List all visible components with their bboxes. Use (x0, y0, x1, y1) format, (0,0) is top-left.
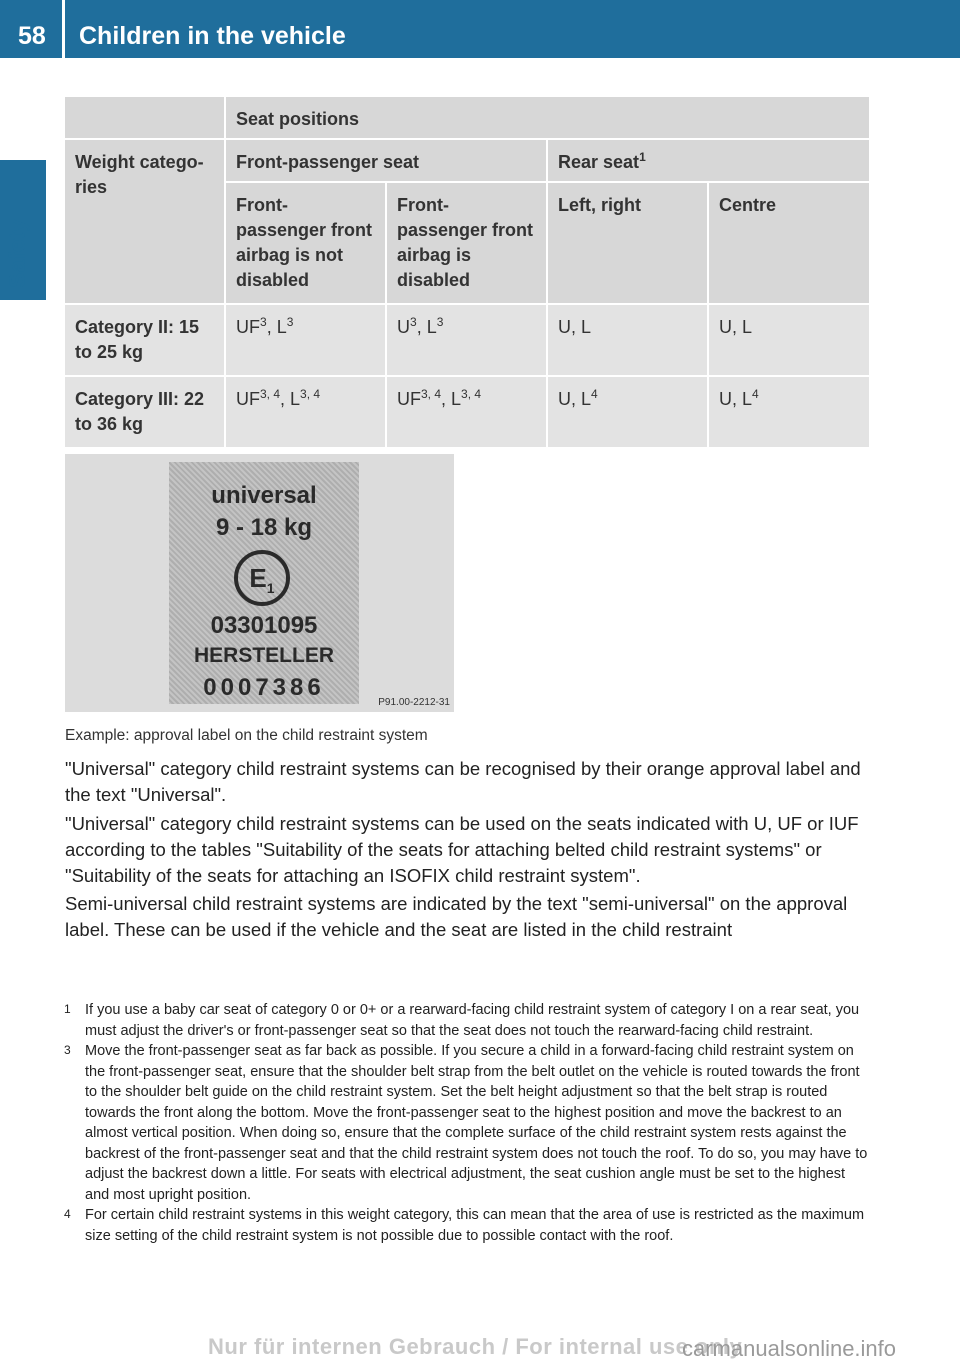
paragraph: "Universal" category child restraint systems can be recognised by their orange approval label and the text "Universal". (65, 758, 861, 805)
header-weight-categories: Weight catego-ries (65, 139, 225, 304)
label-manufacturer: HERSTELLER (193, 644, 334, 667)
footnote (65, 1205, 871, 1246)
footnote (65, 1000, 871, 1041)
row-category: Category II: 15 to 25 kg (65, 304, 225, 376)
label-weight-range: 9 - 18 kg (215, 514, 313, 541)
page-number: 58 (18, 22, 46, 50)
cell-left-right: U, L (547, 304, 708, 376)
footnotes (65, 1000, 871, 1246)
footnote-number: 1 (64, 1002, 71, 1016)
row-category: Category III: 22 to 36 kg (65, 376, 225, 448)
header-left-right: Left, right (547, 182, 708, 304)
section-tab-label: Safety (4, 218, 30, 288)
label-universal-text: universal (211, 482, 317, 509)
seat-suitability-table (65, 97, 869, 449)
paragraph: Semi-universal child restraint systems are indicated by the text "semi-universal" on the approval label. These can be used if the vehicle and the seat are listed in the child restraint (65, 893, 848, 940)
label-serial-number: 0007386 (203, 674, 325, 701)
paragraph: "Universal" category child restraint systems can be used on the seats indicated with U, UF or IUF according to the tables "Suitability of the seats for attaching belted child restraint systems" or "Suitability of the seats for attaching an ISOFIX child restraint system". (65, 813, 859, 886)
table-row (65, 304, 869, 376)
page-header (0, 0, 960, 58)
cell-centre: U, $L^4$ (708, 376, 869, 448)
footnote-text: For certain child restraint systems in this weight category, this can mean that the area of use is restricted as the maximum size setting of the child restraint system is not possible due to possible contact with the roof. (85, 1207, 865, 1244)
footnote-text: If you use a baby car seat of category 0 or 0+ or a rearward-facing child restraint system of category I on a rear seat, you must adjust the driver's or front-passenger seat so that the seat does not touch the rearward-facing child restraint. (85, 1002, 860, 1039)
watermark: Nur für internen Gebrauch / For internal use only (208, 1334, 743, 1359)
cell-left-right: U, $L^4$ (547, 376, 708, 448)
e-mark-icon: $E_1$ (234, 550, 290, 606)
figure-caption: Example: approval label on the child restraint system (65, 727, 428, 744)
figure-code: P91.00-2212-31 (378, 697, 450, 708)
header-airbag-disabled: Front-passenger front airbag is disabled (386, 182, 547, 304)
footnote-text: Move the front-passenger seat as far back as possible. If you secure a child in a forward-facing child restraint system on the front-passenger seat, ensure that the shoulder belt strap from the belt outlet on the vehicle is routed towards the front to the shoulder belt guide on the child restraint system. Set the belt height adjustment so that the belt strap is routed towards the front along the bottom. Move the front-passenger seat to the highest position and move the backrest to an almost vertical position. When doing so, ensure that the complete surface of the child restraint system rests against the backrest of the front-passenger seat and that the child restraint system does not touch the roof. To do so, you may have to adjust the backrest down a little. For seats with electrical adjustment, the seat cushion angle must be set to the highest and most upright position. (85, 1043, 868, 1203)
cell-airbag-disabled: UF$^{3, 4}$, L$^{3, 4}$ (386, 376, 547, 448)
header-divider (62, 0, 65, 58)
footnote-number: 3 (64, 1043, 71, 1057)
table-row (65, 376, 869, 448)
cell-airbag-not-disabled: UF$^{3, 4}$, L$^{3, 4}$ (225, 376, 386, 448)
footnote (65, 1041, 871, 1205)
cell-airbag-disabled: $U^3$, $L^3$ (386, 304, 547, 376)
header-seat-positions: Seat positions (225, 97, 869, 139)
cell-airbag-not-disabled: $UF^3$, $L^3$ (225, 304, 386, 376)
footnote-number: 4 (64, 1207, 71, 1221)
table-corner-cell (65, 97, 225, 139)
section-title: Children in the vehicle (79, 22, 346, 50)
header-front-passenger-seat: Front-passenger seat (225, 139, 547, 182)
header-airbag-not-disabled: Front-passenger front airbag is not disabled (225, 182, 386, 304)
header-rear-seat: Rear seat$^1$ (547, 139, 869, 182)
cell-centre: U, L (708, 304, 869, 376)
approval-label-image (169, 462, 359, 704)
approval-label-figure (65, 454, 454, 712)
header-centre: Centre (708, 182, 869, 304)
label-approval-number: 03301095 (210, 612, 318, 639)
site-watermark: carmanualsonline.info (682, 1336, 897, 1361)
